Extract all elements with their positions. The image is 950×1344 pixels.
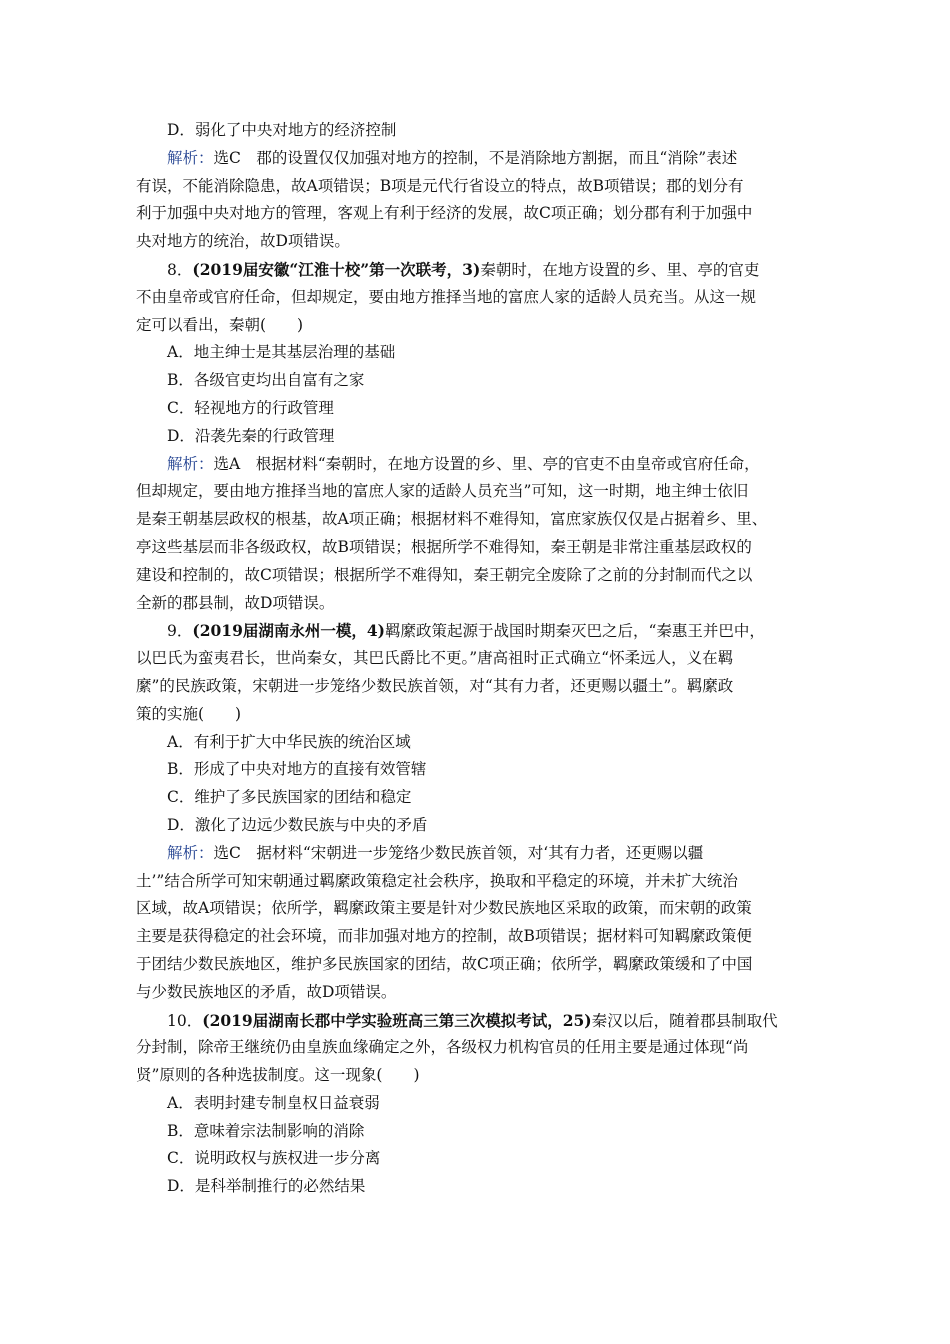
question-number: 8． bbox=[167, 260, 193, 279]
q8-analysis-line: 全新的郡县制，故D项错误。 bbox=[136, 593, 335, 612]
q9-analysis-line: 解析：选C 据材料“宋朝进一步笼络少数民族首领，对‘其有力者，还更赐以疆 bbox=[167, 843, 704, 862]
q9-option-a: A．有利于扩大中华民族的统治区域 bbox=[167, 732, 411, 751]
question-number: 10． bbox=[167, 1011, 203, 1030]
q10-stem-line: 分封制，除帝王继统仍由皇族血缘确定之外，各级权力机构官员的任用主要是通过体现“尚 bbox=[136, 1038, 749, 1057]
q10-option-d: D．是科举制推行的必然结果 bbox=[167, 1177, 366, 1196]
q10-option-a: A．表明封建专制皇权日益衰弱 bbox=[167, 1093, 380, 1112]
q10-stem-line: 10．(2019届湖南长郡中学实验班高三第三次模拟考试，25)秦汉以后，随着郡县制取代 bbox=[167, 1010, 778, 1030]
q8-option-b: B．各级官吏均出自富有之家 bbox=[167, 371, 365, 390]
q8-stem-line: 8．(2019届安徽“江淮十校”第一次联考，3)秦朝时，在地方设置的乡、里、亭的官吏 bbox=[167, 259, 760, 279]
q9-stem-line: 縻”的民族政策，宋朝进一步笼络少数民族首领，对“其有力者，还更赐以疆土”。羁縻政 bbox=[136, 676, 734, 695]
q9-stem-line: 策的实施( ) bbox=[136, 704, 242, 723]
analysis-label: 解析： bbox=[167, 843, 214, 862]
q9-option-d: D．激化了边远少数民族与中央的矛盾 bbox=[167, 815, 428, 834]
q8-option-a: A．地主绅士是其基层治理的基础 bbox=[167, 343, 396, 362]
analysis-label: 解析： bbox=[167, 454, 214, 473]
q9-analysis-line: 土’”结合所学可知宋朝通过羁縻政策稳定社会秩序，换取和平稳定的环境，并未扩大统治 bbox=[136, 871, 738, 890]
question-source: (2019届湖南永州一模，4) bbox=[192, 621, 385, 641]
question-number: 9． bbox=[167, 622, 193, 641]
q8-analysis-line: 亭这些基层而非各级政权，故B项错误；根据所学不难得知，秦王朝是非常注重基层政权的 bbox=[136, 537, 752, 556]
q8-stem-line: 定可以看出，秦朝( ) bbox=[136, 315, 304, 334]
q7-analysis-line: 央对地方的统治，故D项错误。 bbox=[136, 232, 350, 251]
q7-analysis-line: 有误，不能消除隐患，故A项错误；B项是元代行省设立的特点，故B项错误；郡的划分有 bbox=[136, 176, 744, 195]
q9-option-c: C．维护了多民族国家的团结和稳定 bbox=[167, 788, 412, 807]
q9-analysis-line: 主要是获得稳定的社会环境，而非加强对地方的控制，故B项错误；据材料可知羁縻政策便 bbox=[136, 927, 752, 946]
q9-analysis-line: 区域，故A项错误；依所学，羁縻政策主要是针对少数民族地区采取的政策，而宋朝的政策 bbox=[136, 899, 752, 918]
q8-analysis-line: 建设和控制的，故C项错误；根据所学不难得知，秦王朝完全废除了之前的分封制而代之以 bbox=[136, 565, 753, 584]
q8-stem-line: 不由皇帝或官府任命，但却规定，要由地方推择当地的富庶人家的适龄人员充当。从这一规 bbox=[136, 287, 757, 306]
q9-option-b: B．形成了中央对地方的直接有效管辖 bbox=[167, 760, 427, 779]
q8-analysis-line: 但却规定，要由地方推择当地的富庶人家的适龄人员充当”可知，这一时期，地主绅士依旧 bbox=[136, 482, 749, 501]
q10-stem-line: 贤”原则的各种选拔制度。这一现象( ) bbox=[136, 1066, 420, 1085]
q7-analysis-line: 解析：选C 郡的设置仅仅加强对地方的控制，不是消除地方割据，而且“消除”表述 bbox=[167, 148, 738, 167]
q9-stem-line: 9．(2019届湖南永州一模，4)羁縻政策起源于战国时期秦灭巴之后，“秦惠王并巴中， bbox=[167, 621, 765, 641]
q9-analysis-line: 与少数民族地区的矛盾，故D项错误。 bbox=[136, 982, 397, 1001]
q7-option-d: D．弱化了中央对地方的经济控制 bbox=[167, 121, 397, 139]
document-page bbox=[136, 117, 828, 1201]
q10-option-c: C．说明政权与族权进一步分离 bbox=[167, 1149, 381, 1168]
analysis-label: 解析： bbox=[167, 148, 214, 167]
q8-analysis-line: 是秦王朝基层政权的根基，故A项正确；根据材料不难得知，富庶家族仅仅是占据着乡、里、 bbox=[136, 510, 768, 529]
q8-option-c: C．轻视地方的行政管理 bbox=[167, 398, 334, 417]
q9-stem-line: 以巴氏为蛮夷君长，世尚秦女，其巴氏爵比不更。”唐高祖时正式确立“怀柔远人，义在羁 bbox=[136, 649, 734, 668]
q10-option-b: B．意味着宗法制影响的消除 bbox=[167, 1121, 365, 1140]
q7-analysis-line: 利于加强中央对地方的管理，客观上有利于经济的发展，故C项正确；划分郡有利于加强中 bbox=[136, 204, 753, 223]
question-source: (2019届湖南长郡中学实验班高三第三次模拟考试，25) bbox=[202, 1010, 592, 1030]
q9-analysis-line: 于团结少数民族地区，维护多民族国家的团结，故C项正确；依所学，羁縻政策缓和了中国 bbox=[136, 954, 753, 973]
q8-option-d: D．沿袭先秦的行政管理 bbox=[167, 426, 335, 445]
question-source: (2019届安徽“江淮十校”第一次联考，3) bbox=[192, 259, 481, 279]
q8-analysis-line: 解析：选A 根据材料“秦朝时，在地方设置的乡、里、亭的官吏不由皇帝或官府任命， bbox=[167, 454, 760, 473]
